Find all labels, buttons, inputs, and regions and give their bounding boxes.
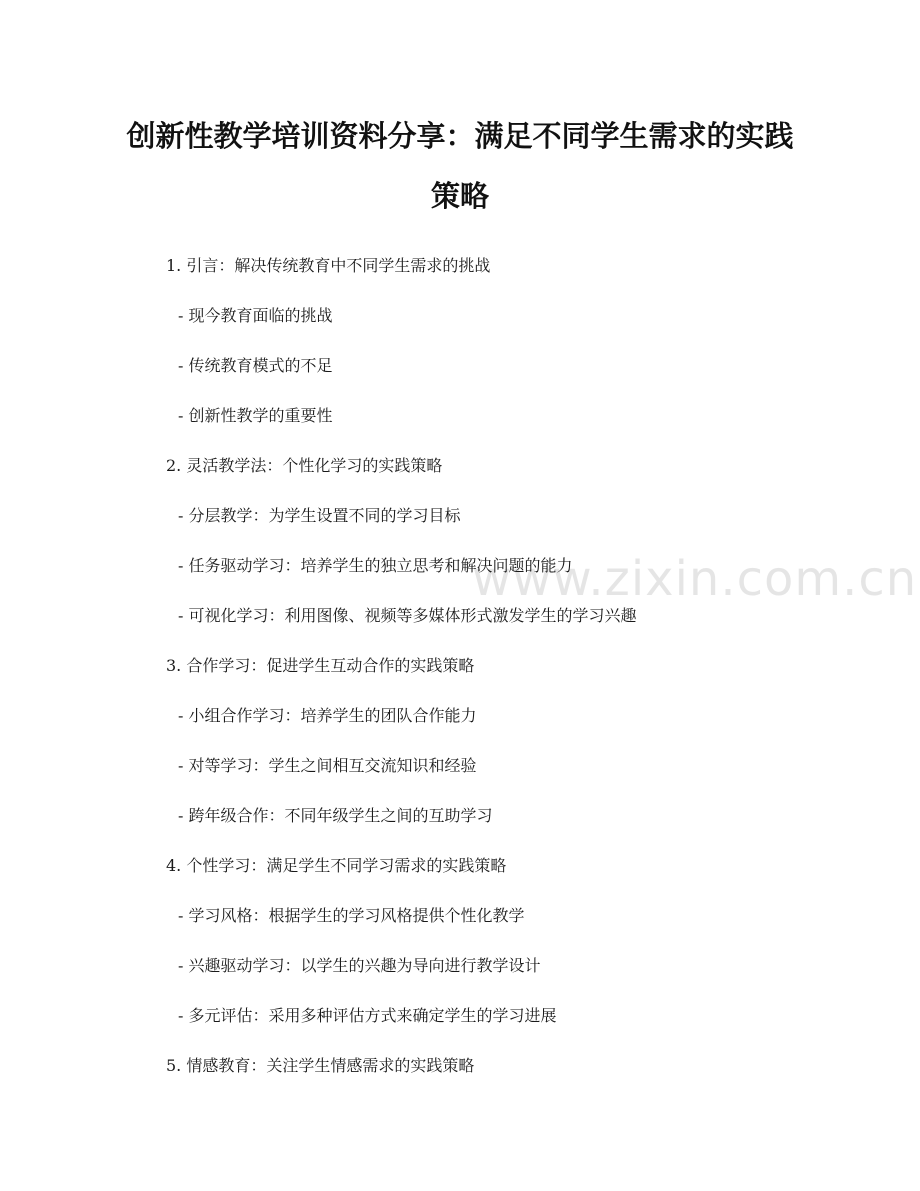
outline-item: - 对等学习：学生之间相互交流知识和经验 — [178, 756, 477, 775]
watermark: www.zixin.com.cn — [472, 551, 918, 607]
outline-heading: 3. 合作学习：促进学生互动合作的实践策略 — [166, 656, 475, 675]
outline-item: - 兴趣驱动学习：以学生的兴趣为导向进行教学设计 — [178, 956, 541, 975]
outline-item: - 小组合作学习：培养学生的团队合作能力 — [178, 706, 477, 725]
document-title: 创新性教学培训资料分享：满足不同学生需求的实践策略 — [126, 119, 794, 213]
outline-heading: 1. 引言：解决传统教育中不同学生需求的挑战 — [166, 256, 491, 275]
outline-item: - 跨年级合作：不同年级学生之间的互助学习 — [178, 806, 493, 825]
outline-item: - 任务驱动学习：培养学生的独立思考和解决问题的能力 — [178, 556, 573, 575]
outline-heading: 4. 个性学习：满足学生不同学习需求的实践策略 — [166, 856, 507, 875]
outline-item: - 传统教育模式的不足 — [178, 356, 333, 375]
outline-heading: 5. 情感教育：关注学生情感需求的实践策略 — [166, 1056, 475, 1075]
outline-item: - 多元评估：采用多种评估方式来确定学生的学习进展 — [178, 1006, 557, 1025]
outline-item: - 现今教育面临的挑战 — [178, 306, 333, 325]
outline-item: - 可视化学习：利用图像、视频等多媒体形式激发学生的学习兴趣 — [178, 606, 637, 625]
outline-item: - 分层教学：为学生设置不同的学习目标 — [178, 506, 461, 525]
outline-item: - 学习风格：根据学生的学习风格提供个性化教学 — [178, 906, 525, 925]
outline-heading: 2. 灵活教学法：个性化学习的实践策略 — [166, 456, 443, 475]
outline-item: - 创新性教学的重要性 — [178, 406, 333, 425]
